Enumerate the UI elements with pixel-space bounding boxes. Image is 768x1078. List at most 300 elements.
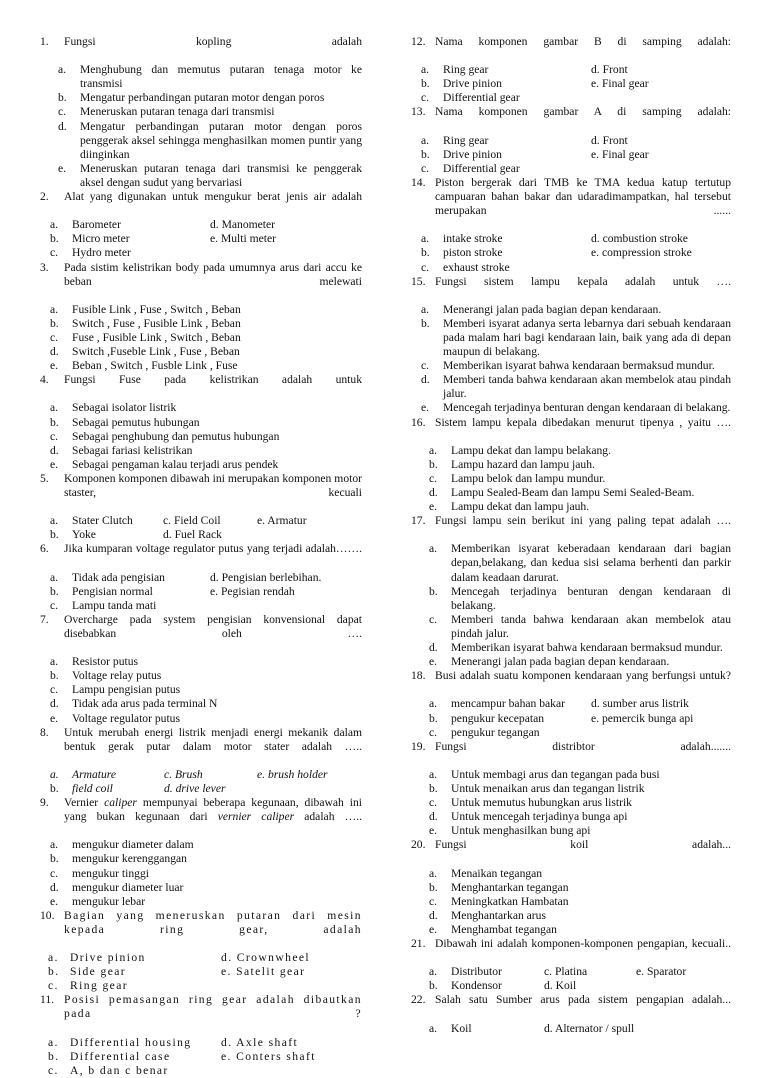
question-text: Posisi pemasangan ring gear adalah dibautkan pada ? xyxy=(64,993,362,1021)
question-text: Jika kumparan voltage regulator putus yang terjadi adalah……. xyxy=(64,542,362,556)
option-row xyxy=(50,571,362,585)
option-letter: c. xyxy=(50,866,59,880)
option-a xyxy=(429,867,731,881)
option-letter: b. xyxy=(50,852,59,866)
option-letter: b. xyxy=(50,316,59,330)
option-row xyxy=(50,246,362,260)
question-text xyxy=(64,796,362,838)
option-text: Drive pinion xyxy=(70,951,146,965)
option-letter: b. xyxy=(48,965,60,979)
option-text: adalah ….. xyxy=(294,810,362,824)
option-text: Memberi tanda bahwa kendaraan akan membelok atau pindah jalur. xyxy=(443,373,731,401)
question-22 xyxy=(411,993,731,1035)
option-text: Mencegah terjadinya benturan dengan kendaraan di belakang. xyxy=(443,401,731,415)
option-text: Koil xyxy=(451,1021,472,1035)
option-d xyxy=(50,444,362,458)
option-text: Lampu Sealed-Beam dan lampu Semi Sealed-Beam. xyxy=(451,486,695,499)
option-letter: e. xyxy=(50,894,59,908)
option-letter: a. xyxy=(429,443,438,457)
question-number: 15. xyxy=(411,274,426,288)
option-letter: b. xyxy=(50,669,59,683)
option-text: Menghambat tegangan xyxy=(451,922,557,936)
question-11 xyxy=(40,993,362,1078)
option-c xyxy=(429,613,731,641)
option-letter: a. xyxy=(48,951,59,965)
option-e xyxy=(50,895,362,909)
option-text: d. Front xyxy=(591,63,628,77)
option-a xyxy=(429,444,731,458)
option-text: Meneruskan putaran tenaga dari transmisi ke penggerak aksel dengan sudut yang bervariasi xyxy=(80,161,362,189)
option-text: Tidak ada arus pada terminal N xyxy=(72,697,218,711)
question-text: Fungsi koil adalah... xyxy=(435,838,731,852)
option-letter: b. xyxy=(58,91,67,105)
option-text: Differential gear xyxy=(443,91,520,105)
question-6 xyxy=(40,542,362,612)
question-text: Pada sistim kelistrikan body pada umumnya arus dari accu ke beban melewati xyxy=(64,260,362,288)
option-a xyxy=(50,303,362,317)
option-d xyxy=(429,641,731,655)
option-b xyxy=(429,585,731,613)
question-number: 4. xyxy=(40,373,49,387)
option-letter: d. xyxy=(50,345,59,359)
option-letter: a. xyxy=(50,218,59,232)
question-number: 19. xyxy=(411,739,426,753)
option-letter: c. xyxy=(429,612,438,626)
question-text: Overcharge pada system pengisian konvensional dapat disebabkan oleh …. xyxy=(64,612,362,640)
option-text: Drive pinion xyxy=(443,147,502,161)
question-number: 7. xyxy=(40,612,49,626)
option-letter: e. xyxy=(50,711,59,725)
option-row xyxy=(50,599,362,613)
option-d xyxy=(421,373,731,401)
option-text: d. drive lever xyxy=(164,781,226,795)
option-b xyxy=(421,317,731,359)
option-letter: c. xyxy=(429,894,438,908)
question-number: 18. xyxy=(411,669,426,683)
option-text: Sebagai pengaman kalau terjadi arus pendek xyxy=(72,457,279,471)
option-text: d. Koil xyxy=(544,979,577,993)
option-row xyxy=(421,162,731,176)
option-e xyxy=(429,824,731,838)
option-row xyxy=(48,1050,362,1064)
option-letter: c. xyxy=(50,683,59,697)
option-text: Kondensor xyxy=(451,979,502,993)
option-text: Voltage relay putus xyxy=(72,669,162,683)
option-text: Lampu belok dan lampu mundur. xyxy=(451,471,606,485)
option-b xyxy=(50,317,362,331)
option-letter: b. xyxy=(50,781,59,795)
option-a xyxy=(50,838,362,852)
question-number: 8. xyxy=(40,725,49,739)
option-letter: b. xyxy=(429,781,438,795)
option-e xyxy=(429,655,731,669)
option-letter: b. xyxy=(429,880,438,894)
option-e xyxy=(429,923,731,937)
option-letter: b. xyxy=(421,77,430,91)
option-text: Menaikan tegangan xyxy=(451,866,543,880)
option-row xyxy=(48,1064,362,1078)
question-19 xyxy=(411,740,731,839)
question-text: Fungsi sistem lampu kepala adalah untuk …. xyxy=(435,274,731,288)
option-letter: c. xyxy=(421,260,430,274)
question-number: 10. xyxy=(40,908,55,922)
question-12 xyxy=(411,35,731,105)
option-letter: c. xyxy=(429,471,438,485)
option-text: Sebagai isolator listrik xyxy=(72,401,177,415)
option-text: Mencegah terjadinya benturan dengan kendaraan di belakang. xyxy=(451,584,731,612)
option-b xyxy=(429,881,731,895)
option-text: e. Final gear xyxy=(591,147,649,161)
question-number: 20. xyxy=(411,838,426,852)
option-letter: e. xyxy=(50,359,59,373)
option-row xyxy=(48,1036,362,1050)
option-text: Resistor putus xyxy=(72,655,139,669)
option-text: d. Front xyxy=(591,133,628,147)
option-letter: c. xyxy=(429,725,438,739)
option-row xyxy=(48,979,362,993)
option-text: Lampu dekat dan lampu belakang. xyxy=(451,443,612,457)
option-row xyxy=(421,77,731,91)
option-row xyxy=(429,697,731,711)
question-9 xyxy=(40,796,362,909)
option-letter: e. xyxy=(421,401,430,415)
option-text: Pengisian normal xyxy=(72,584,153,598)
option-text: vernier caliper xyxy=(217,810,295,824)
option-letter: e. xyxy=(429,655,438,669)
option-text: Distributor xyxy=(451,965,502,979)
option-letter: e. xyxy=(429,500,438,514)
option-text: Memberikan isyarat bahwa kendaraan bermaksud mundur. xyxy=(451,641,723,655)
option-text: field coil xyxy=(72,781,113,795)
option-letter: b. xyxy=(421,147,430,161)
option-c xyxy=(50,430,362,444)
option-letter: b. xyxy=(421,246,430,260)
question-text: Fungsi lampu sein berikut ini yang paling tepat adalah …. xyxy=(435,514,731,528)
option-b xyxy=(50,669,362,683)
option-text: mengukur diameter luar xyxy=(72,880,184,894)
option-text: Ring gear xyxy=(70,979,128,993)
option-letter: c. xyxy=(50,598,59,612)
option-row xyxy=(421,63,731,77)
option-c xyxy=(50,867,362,881)
option-letter: b. xyxy=(429,584,438,598)
option-text: Differential housing xyxy=(70,1035,192,1049)
question-8 xyxy=(40,726,362,796)
option-text: Memberi isyarat adanya serta lebarnya dari sebuah kendaraan pada malam hari bagi kendaraan lain, baik yang ada di depan maupun di belakang. xyxy=(443,316,731,359)
option-letter: e. xyxy=(50,457,59,471)
option-b xyxy=(429,782,731,796)
option-text: d. combustion stroke xyxy=(591,232,688,246)
option-e xyxy=(50,458,362,472)
option-letter: a. xyxy=(429,1021,438,1035)
option-letter: e. xyxy=(429,824,438,838)
option-text: e. Pegisian rendah xyxy=(210,584,295,598)
option-text: Fusible Link , Fuse , Switch , Beban xyxy=(72,302,241,316)
option-row xyxy=(421,148,731,162)
question-text: Fungsi Fuse pada kelistrikan adalah untuk xyxy=(64,373,362,387)
option-text: Mengatur perbandingan putaran motor dengan poros xyxy=(80,91,325,105)
question-number: 13. xyxy=(411,105,426,119)
option-text: Differential case xyxy=(70,1049,171,1063)
option-letter: c. xyxy=(48,1063,59,1077)
question-4 xyxy=(40,373,362,472)
option-letter: a. xyxy=(50,302,59,316)
option-text: Menghantarkan tegangan xyxy=(451,880,569,894)
option-text: A, b dan c benar xyxy=(70,1063,169,1077)
option-text: Mengatur perbandingan putaran motor dengan poros penggerak aksel sehingga menghasilkan momen puntir yang diinginkan xyxy=(80,119,362,161)
question-text: Piston bergerak dari TMB ke TMA kedua katup tertutup campuaran bahan bakar dan udaradimampatkan, hal tersebut merupakan ...... xyxy=(435,175,731,218)
option-d xyxy=(50,697,362,711)
option-text: Memberi tanda bahwa kendaraan akan membelok atau pindah jalur. xyxy=(451,612,731,640)
question-number: 11. xyxy=(40,993,55,1007)
option-text: d. Axle shaft xyxy=(221,1035,299,1049)
option-row xyxy=(50,232,362,246)
option-text: e. Final gear xyxy=(591,77,649,91)
question-21 xyxy=(411,937,731,993)
option-text: d. Crownwheel xyxy=(221,951,311,965)
option-text: Menghantarkan arus xyxy=(451,908,546,922)
option-row xyxy=(48,965,362,979)
option-text: Sebagai penghubung dan pemutus hubungan xyxy=(72,429,280,443)
left-column xyxy=(40,35,362,1078)
option-text: Fuse , Fusible Link , Switch , Beban xyxy=(72,330,241,344)
option-text: Switch , Fuse , Fusible Link , Beban xyxy=(72,316,241,330)
option-text: d. Alternator / spull xyxy=(544,1021,635,1035)
question-13 xyxy=(411,105,731,175)
option-text: e. Satelit gear xyxy=(221,965,306,979)
option-text: Ring gear xyxy=(443,63,489,77)
option-letter: b. xyxy=(421,316,430,330)
question-1 xyxy=(40,35,362,190)
question-16 xyxy=(411,416,731,515)
question-7 xyxy=(40,613,362,726)
right-column xyxy=(411,35,731,1036)
option-letter: e. xyxy=(429,922,438,936)
option-e xyxy=(50,359,362,373)
option-letter: d. xyxy=(50,443,59,457)
question-text: Sistem lampu kepala dibedakan menurut tipenya , yaitu …. xyxy=(435,415,731,429)
option-text: e. Sparator xyxy=(636,965,687,979)
option-letter: b. xyxy=(50,232,59,246)
option-text: Untuk membagi arus dan tegangan pada busi xyxy=(451,767,660,781)
option-row xyxy=(50,514,362,528)
option-text: d. Manometer xyxy=(210,218,276,232)
option-row xyxy=(421,134,731,148)
option-row xyxy=(50,768,362,782)
option-text: mengukur tinggi xyxy=(72,866,149,880)
question-text: Alat yang digunakan untuk mengukur berat jenis air adalah xyxy=(64,190,362,204)
option-text: pengukur tegangan xyxy=(451,725,540,739)
option-row xyxy=(421,246,731,260)
question-15 xyxy=(411,275,731,416)
option-text: e. compression stroke xyxy=(591,246,692,260)
option-row xyxy=(421,91,731,105)
question-number: 6. xyxy=(40,542,49,556)
option-letter: a. xyxy=(50,767,59,781)
option-row xyxy=(421,232,731,246)
option-letter: d. xyxy=(50,880,59,894)
option-text: Lampu pengisian putus xyxy=(72,683,181,697)
option-letter: c. xyxy=(421,161,430,175)
option-d xyxy=(429,909,731,923)
question-14 xyxy=(411,176,731,275)
question-20 xyxy=(411,838,731,937)
option-letter: a. xyxy=(50,655,59,669)
option-letter: a. xyxy=(421,133,430,147)
option-e xyxy=(429,500,731,514)
option-text: Lampu hazard dan lampu jauh. xyxy=(451,457,595,471)
option-letter: a. xyxy=(429,767,438,781)
option-b xyxy=(50,852,362,866)
option-letter: b. xyxy=(50,584,59,598)
option-letter: d. xyxy=(429,810,438,824)
option-text: c. Platina xyxy=(544,965,588,979)
option-text: Sebagai fariasi kelistrikan xyxy=(72,443,193,457)
option-text: Meneruskan putaran tenaga dari transmisi xyxy=(80,105,275,119)
option-letter: c. xyxy=(48,979,59,993)
option-text: mengukur lebar xyxy=(72,894,146,908)
option-letter: b. xyxy=(50,528,59,542)
option-text: Ring gear xyxy=(443,133,489,147)
option-letter: c. xyxy=(421,359,430,373)
option-row xyxy=(421,261,731,275)
question-number: 3. xyxy=(40,260,49,274)
option-letter: c. xyxy=(50,330,59,344)
option-text: mempunyai beberapa kegunaan, dibawah ini yang bukan kegunaan dari xyxy=(64,796,362,824)
option-text: d. sumber arus listrik xyxy=(591,697,689,711)
option-row xyxy=(429,726,731,740)
option-b xyxy=(429,458,731,472)
option-text: Voltage regulator putus xyxy=(72,711,180,725)
option-text: Untuk memutus hubungkan arus listrik xyxy=(451,796,632,810)
option-letter: d. xyxy=(429,908,438,922)
option-text: e. brush holder xyxy=(257,767,328,781)
option-letter: a. xyxy=(58,63,67,77)
option-letter: b. xyxy=(429,711,438,725)
option-text: Barometer xyxy=(72,218,121,232)
option-letter: a. xyxy=(429,542,438,556)
option-text: Switch ,Fuseble Link , Fuse , Beban xyxy=(72,345,240,359)
option-letter: d. xyxy=(429,486,438,499)
option-text: Tidak ada pengisian xyxy=(72,570,165,584)
option-text: e. Armatur xyxy=(257,514,307,528)
option-text: Side gear xyxy=(70,965,127,979)
option-d xyxy=(50,345,362,359)
option-e xyxy=(58,162,362,190)
question-text: Bagian yang meneruskan putaran dari mesin kepada ring gear, adalah xyxy=(64,908,362,936)
option-text: mengukur kerenggangan xyxy=(72,852,187,866)
question-17 xyxy=(411,514,731,669)
question-number: 14. xyxy=(411,175,426,189)
option-letter: c. xyxy=(58,105,67,119)
option-letter: e. xyxy=(58,161,67,175)
question-number: 9. xyxy=(40,796,49,810)
question-text: Fungsi distribtor adalah....... xyxy=(435,739,731,753)
option-text: Menerangi jalan pada bagian depan kendaraan. xyxy=(443,302,662,316)
option-text: d. Pengisian berlebihan. xyxy=(210,570,322,584)
option-text: Lampu dekat dan lampu jauh. xyxy=(451,500,590,514)
option-text: Differential gear xyxy=(443,161,520,175)
option-text: Micro meter xyxy=(72,232,130,246)
option-text: pengukur kecepatan xyxy=(451,711,545,725)
option-text: mencampur bahan bakar xyxy=(451,697,565,711)
option-text: Beban , Switch , Fusble Link , Fuse xyxy=(72,359,238,373)
question-text: Dibawah ini adalah komponen-komponen pengapian, kecuali.. xyxy=(435,937,731,950)
question-number: 17. xyxy=(411,514,426,528)
option-d xyxy=(429,486,731,500)
option-text: Yoke xyxy=(72,528,96,542)
question-number: 22. xyxy=(411,993,426,1007)
option-text: Hydro meter xyxy=(72,246,131,260)
option-text: Vernier xyxy=(64,796,105,810)
option-text: caliper xyxy=(104,796,137,810)
option-text: Lampu tanda mati xyxy=(72,598,157,612)
option-row xyxy=(429,712,731,726)
option-letter: a. xyxy=(50,838,59,852)
option-letter: b. xyxy=(429,457,438,471)
question-number: 12. xyxy=(411,35,426,48)
option-letter: d. xyxy=(50,697,59,711)
question-number: 21. xyxy=(411,937,426,950)
option-text: Menghubung dan memutus putaran tenaga motor ke transmisi xyxy=(80,63,362,91)
option-row xyxy=(50,585,362,599)
option-e xyxy=(421,401,731,415)
question-text: Salah satu Sumber arus pada sistem pengapian adalah... xyxy=(435,993,731,1007)
option-text: Untuk menaikan arus dan tegangan listrik xyxy=(451,781,645,795)
option-b xyxy=(58,91,362,105)
option-c xyxy=(58,105,362,119)
question-number: 16. xyxy=(411,415,426,429)
option-text: exhaust stroke xyxy=(443,260,510,274)
option-row xyxy=(50,528,362,542)
option-letter: c. xyxy=(50,246,59,260)
option-text: e. pemercik bunga api xyxy=(591,711,694,725)
option-text: piston stroke xyxy=(443,246,503,260)
option-letter: c. xyxy=(421,91,430,105)
option-d xyxy=(429,810,731,824)
option-letter: b. xyxy=(48,1049,60,1063)
question-text: Nama komponen gambar A di samping adalah: xyxy=(435,105,731,119)
option-d xyxy=(58,120,362,162)
option-a xyxy=(421,303,731,317)
option-letter: a. xyxy=(429,697,438,711)
option-a xyxy=(429,768,731,782)
option-text: e. Conters shaft xyxy=(221,1049,316,1063)
option-letter: a. xyxy=(429,965,438,979)
question-18 xyxy=(411,669,731,739)
option-c xyxy=(421,359,731,373)
option-c xyxy=(429,796,731,810)
option-letter: a. xyxy=(421,63,430,77)
option-text: intake stroke xyxy=(443,232,503,246)
option-row xyxy=(429,979,731,993)
option-a xyxy=(58,63,362,91)
option-text: c. Field Coil xyxy=(163,514,221,528)
option-letter: a. xyxy=(421,232,430,246)
option-text: Menerangi jalan pada bagian depan kendaraan. xyxy=(451,655,670,669)
option-a xyxy=(50,401,362,415)
option-letter: a. xyxy=(421,302,430,316)
option-text: d. Fuel Rack xyxy=(163,528,222,542)
option-row xyxy=(48,951,362,965)
question-2 xyxy=(40,190,362,260)
option-c xyxy=(50,331,362,345)
option-text: mengukur diameter dalam xyxy=(72,838,194,852)
question-text: Komponen komponen dibawah ini merupakan komponen motor staster, kecuali xyxy=(64,471,362,499)
option-letter: a. xyxy=(429,866,438,880)
option-a xyxy=(50,655,362,669)
option-letter: a. xyxy=(50,514,59,528)
